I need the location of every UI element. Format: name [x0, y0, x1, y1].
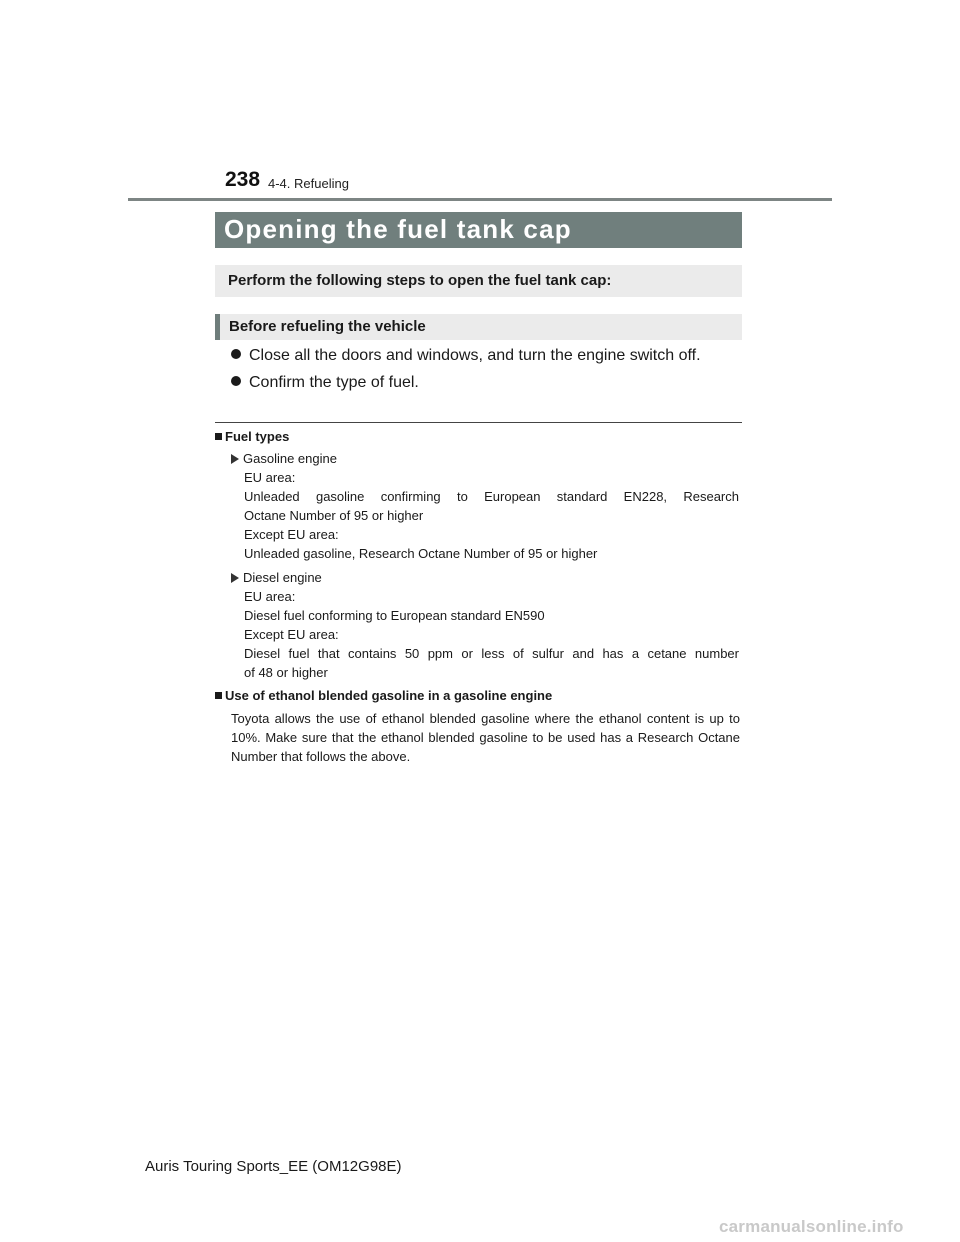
gasoline-block — [231, 449, 739, 563]
bullet-dot-icon — [231, 349, 241, 359]
diesel-non-eu-line2: of 48 or higher — [244, 665, 328, 680]
diesel-eu-text: Diesel fuel conforming to European standard EN590 — [244, 608, 545, 623]
arrow-right-icon — [231, 573, 239, 583]
intro-text: Perform the following steps to open the fuel tank cap: — [228, 272, 612, 289]
ethanol-paragraph: Toyota allows the use of ethanol blended gasoline where the ethanol content is up to 10%. Make sure that the ethanol blended gasoline to be used has a Research Octane Number that follows the above. — [231, 711, 740, 764]
subheading: Before refueling the vehicle — [229, 318, 426, 335]
gasoline-eu-label: EU area: — [244, 470, 296, 485]
gasoline-label-line — [231, 449, 739, 468]
square-bullet-icon — [215, 433, 222, 440]
arrow-right-icon — [231, 454, 239, 464]
gasoline-eu-line2: Octane Number of 95 or higher — [244, 508, 424, 523]
bullet-item — [231, 374, 419, 392]
bullet-text: Close all the doors and windows, and turn the engine switch off. — [249, 347, 701, 364]
diesel-eu-label: EU area: — [244, 589, 296, 604]
footer-title: Auris Touring Sports_EE (OM12G98E) — [145, 1158, 402, 1175]
diesel-block — [231, 568, 739, 682]
page-number: 238 — [225, 168, 261, 191]
gasoline-non-eu-label: Except EU area: — [244, 527, 339, 542]
watermark: carmanualsonline.info — [719, 1217, 904, 1236]
square-bullet-icon — [215, 692, 222, 699]
bullet-text: Confirm the type of fuel. — [249, 374, 419, 391]
title-bar — [215, 212, 742, 248]
bullet-dot-icon — [231, 376, 241, 386]
gasoline-non-eu-text: Unleaded gasoline, Research Octane Number of 95 or higher — [244, 546, 598, 561]
note-heading-text: Use of ethanol blended gasoline in a gasoline engine — [225, 688, 553, 703]
header-rule — [128, 198, 832, 201]
divider — [215, 422, 742, 423]
diesel-label: Diesel engine — [243, 570, 322, 585]
diesel-label-line — [231, 568, 739, 587]
gasoline-label: Gasoline engine — [243, 451, 337, 466]
note-heading-ethanol — [215, 688, 552, 703]
section-label: 4-4. Refueling — [268, 176, 349, 191]
bullet-item — [231, 347, 701, 365]
note-heading-text: Fuel types — [225, 429, 290, 444]
diesel-non-eu-line1: Diesel fuel that contains 50 ppm or less of sulfur and has a cetane number — [244, 646, 739, 661]
diesel-non-eu-label: Except EU area: — [244, 627, 339, 642]
intro-box — [215, 265, 742, 297]
page-title: Opening the fuel tank cap — [224, 214, 572, 244]
gasoline-eu-line1: Unleaded gasoline confirming to European standard EN228, Research — [244, 489, 739, 504]
subheading-box — [215, 314, 742, 340]
note-heading-fuel-types — [215, 429, 289, 444]
subheading-marker — [215, 314, 220, 340]
